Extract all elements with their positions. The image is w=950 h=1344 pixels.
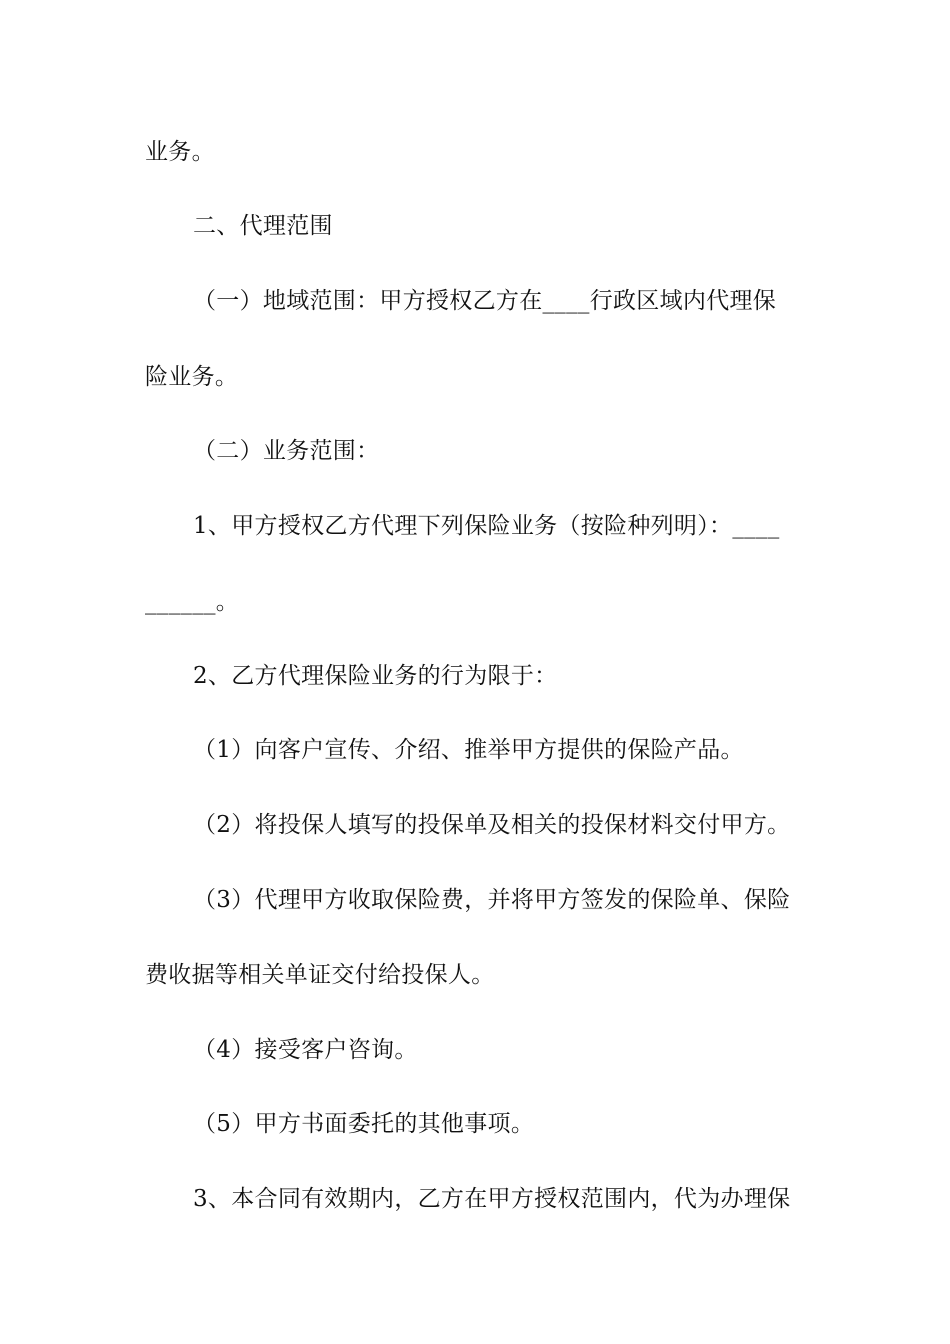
paragraph-continuation: 业务。 [145, 139, 215, 165]
list-item: （5）甲方书面委托的其他事项。 [193, 1111, 535, 1137]
clause-line: 3、本合同有效期内，乙方在甲方授权范围内，代为办理保 [193, 1186, 791, 1212]
clause-line: （一）地域范围：甲方授权乙方在____行政区域内代理保 [193, 288, 777, 314]
list-item: 费收据等相关单证交付给投保人。 [145, 962, 495, 988]
clause-line: （二）业务范围： [193, 438, 380, 464]
list-item: （3）代理甲方收取保险费，并将甲方签发的保险单、保险 [193, 887, 791, 913]
clause-line: ______。 [145, 589, 240, 615]
clause-line: 险业务。 [145, 364, 239, 390]
section-heading: 二、代理范围 [193, 213, 333, 239]
list-item: （4）接受客户咨询。 [193, 1037, 418, 1063]
clause-line: 2、乙方代理保险业务的行为限于： [193, 663, 558, 689]
clause-line: 1、甲方授权乙方代理下列保险业务（按险种列明）：____ [193, 513, 780, 539]
list-item: （1）向客户宣传、介绍、推举甲方提供的保险产品。 [193, 737, 744, 763]
list-item: （2）将投保人填写的投保单及相关的投保材料交付甲方。 [193, 812, 791, 838]
